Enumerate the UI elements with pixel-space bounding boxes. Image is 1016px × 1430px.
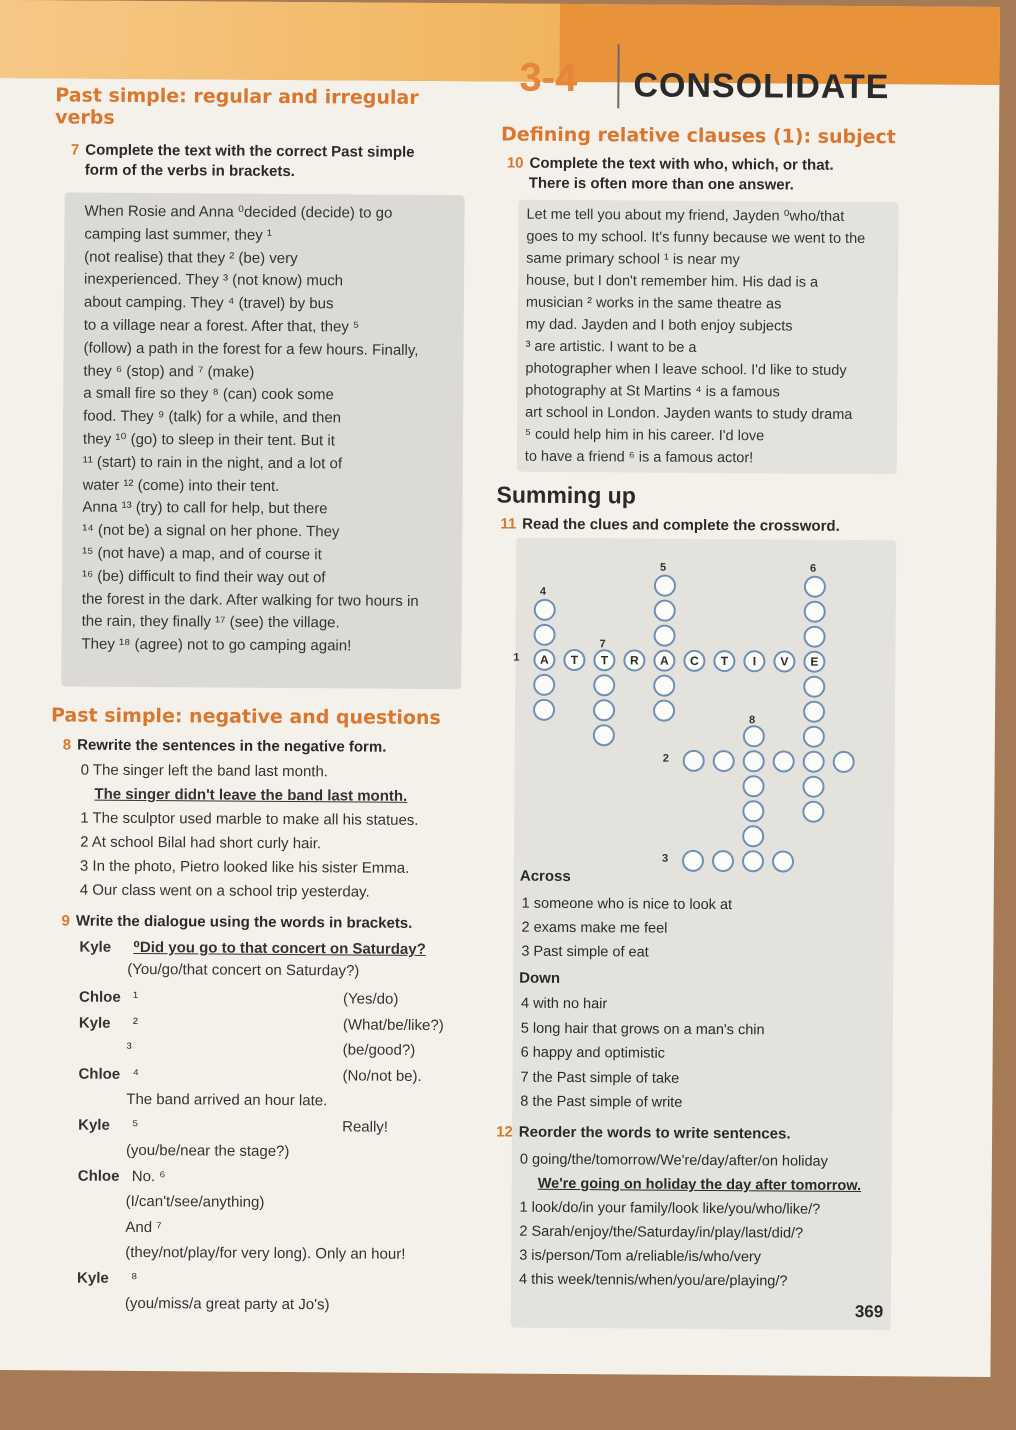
down-clue: 6 happy and optimistic	[520, 1044, 665, 1062]
exercise-7-line: camping last summer, they ¹	[84, 225, 273, 244]
dialogue-line[interactable]: ⁵	[132, 1116, 139, 1134]
dialogue-speaker: Kyle	[79, 938, 112, 956]
exercise-12-item: 0 going/the/tomorrow/We're/day/after/on holiday	[519, 1151, 828, 1170]
exercise-7-line: ¹⁵ (not have) a map, and of course it	[82, 544, 322, 564]
dialogue-row	[79, 1038, 479, 1065]
dialogue-row	[78, 1089, 478, 1116]
exercise-10-line: house, but I don't remember him. His dad is a	[525, 272, 819, 291]
dialogue-speaker: Kyle	[77, 1269, 109, 1287]
crossword-cell[interactable]	[653, 700, 675, 722]
dialogue-line[interactable]: (I/can't/see/anything)	[125, 1192, 265, 1211]
exercise-8-item: The singer didn't leave the band last month.	[94, 785, 408, 805]
crossword-cell-filled[interactable]: A	[653, 650, 675, 672]
exercise-12-number: 12	[496, 1123, 513, 1141]
exercise-7-line: a small fire so they ⁸ (can) cook some	[83, 384, 334, 404]
dialogue-line[interactable]: ²	[132, 1014, 138, 1032]
exercise-7-line: water ¹² (come) into their tent.	[82, 476, 280, 495]
exercise-12-instruction-text: Reorder the words to write sentences.	[518, 1123, 791, 1143]
crossword-cell[interactable]	[683, 750, 705, 772]
down-clue: 5 long hair that grows on a man's chin	[520, 1020, 765, 1038]
exercise-7-instruction-line2: form of the verbs in brackets.	[84, 161, 295, 181]
exercise-10-instruction-line2: There is often more than one answer.	[528, 174, 794, 194]
crossword-cell[interactable]	[803, 751, 825, 773]
exercise-10-text	[525, 204, 891, 471]
dialogue-row	[77, 1242, 477, 1269]
dialogue-line[interactable]: ⁴	[132, 1065, 140, 1083]
dialogue-prompt: (be/good?)	[342, 1041, 416, 1059]
crossword-cell-filled[interactable]: C	[683, 650, 705, 672]
dialogue-prompt: (You/go/that concert on Saturday?)	[127, 960, 360, 980]
exercise-7-line: about camping. They ⁴ (travel) by bus	[83, 293, 334, 313]
exercise-7-line: (not realise) that they ² (be) very	[84, 248, 298, 267]
dialogue-prompt: (What/be/like?)	[342, 1015, 444, 1034]
exercise-7-text	[81, 201, 456, 660]
dialogue-speaker: Chloe	[77, 1167, 120, 1185]
exercise-10-line: musician ² works in the same theatre as	[525, 294, 782, 313]
crossword-cell[interactable]	[803, 701, 825, 723]
section-title-negative-questions: Past simple: negative and questions	[50, 704, 441, 730]
unit-title: CONSOLIDATE	[633, 66, 890, 107]
exercise-10-line: Let me tell you about my friend, Jayden ⁰who/that	[526, 206, 845, 225]
page-number: 369	[854, 1302, 884, 1322]
exercise-12-item: 1 look/do/in your family/look like/you/who/like/?	[519, 1199, 821, 1218]
exercise-11-instruction-text: Read the clues and complete the crossword.	[522, 515, 840, 535]
crossword-cell[interactable]	[533, 674, 555, 696]
exercise-8-number: 8	[62, 736, 72, 754]
dialogue-row	[78, 1114, 478, 1141]
across-clue: 2 exams make me feel	[521, 919, 668, 937]
unit-number: 3-4	[519, 55, 578, 101]
exercise-10-instruction	[507, 154, 834, 196]
crossword-cell-filled[interactable]: A	[533, 649, 555, 671]
exercise-10-line: art school in London. Jayden wants to study drama	[525, 404, 853, 423]
exercise-7-line: Anna ¹³ (try) to call for help, but there	[82, 498, 328, 518]
exercise-7-line: the forest in the dark. After walking for two hours in	[81, 590, 419, 610]
dialogue-row	[78, 1140, 478, 1167]
dialogue-row	[77, 1293, 477, 1320]
dialogue-row	[78, 1191, 478, 1218]
crossword-cell[interactable]	[533, 699, 555, 721]
exercise-12-item: 3 is/person/Tom a/reliable/is/who/very	[519, 1247, 762, 1266]
crossword-cell[interactable]	[803, 676, 825, 698]
exercise-10-line: ⁵ could help him in his career. I'd love	[524, 426, 765, 445]
dialogue-row	[77, 1216, 477, 1243]
exercise-10-line: ³ are artistic. I want to be a	[525, 338, 697, 356]
exercise-12-item: 4 this week/tennis/when/you/are/playing/?	[519, 1271, 788, 1290]
dialogue-line[interactable]: ⁰Did you go to that concert on Saturday?	[133, 938, 426, 958]
exercise-7-instruction-line1: Complete the text with the correct Past simple	[85, 141, 415, 161]
crossword-cell[interactable]	[772, 850, 794, 872]
dialogue-row	[77, 1267, 477, 1294]
crossword-cell[interactable]	[653, 675, 675, 697]
across-clues	[521, 892, 881, 967]
crossword-cell-filled[interactable]: T	[563, 649, 585, 671]
crossword-cell[interactable]	[803, 626, 825, 648]
crossword-cell[interactable]	[682, 850, 704, 872]
exercise-7-instruction	[71, 140, 471, 183]
exercise-9-instruction-text: Write the dialogue using the words in brackets.	[75, 912, 413, 932]
down-clue: 8 the Past simple of write	[520, 1093, 683, 1111]
across-heading: Across	[519, 867, 571, 886]
section-title-past-simple	[55, 84, 455, 131]
down-clues	[520, 992, 881, 1117]
section-title-summing-up: Summing up	[496, 481, 636, 509]
crossword-cell[interactable]	[743, 725, 765, 747]
dialogue-row	[79, 1012, 479, 1039]
crossword-cell-filled[interactable]: R	[623, 649, 645, 671]
crossword-cell-filled[interactable]: V	[773, 650, 795, 672]
crossword-cell[interactable]	[773, 750, 795, 772]
exercise-7-line: to a village near a forest. After that, they ⁵	[83, 316, 360, 336]
down-heading: Down	[519, 969, 561, 987]
crossword-cell-filled[interactable]: T	[593, 649, 615, 671]
crossword-cell[interactable]	[802, 801, 824, 823]
section-title-line2: verbs	[55, 106, 115, 129]
exercise-9-number: 9	[61, 912, 70, 930]
exercise-10-line: to have a friend ⁶ is a famous actor!	[524, 448, 754, 467]
crossword-cell[interactable]	[534, 599, 556, 621]
dialogue-row	[78, 1165, 478, 1192]
down-clue: 7 the Past simple of take	[520, 1069, 680, 1087]
dialogue-row	[78, 1063, 478, 1090]
crossword-cell[interactable]	[742, 850, 764, 872]
exercise-7-line: inexperienced. They ³ (not know) much	[83, 270, 344, 290]
dialogue-line[interactable]: ³	[126, 1039, 132, 1057]
crossword-cell-filled[interactable]: E	[803, 651, 825, 673]
crossword-cell[interactable]	[534, 624, 556, 646]
dialogue-line[interactable]: (you/be/near the stage?)	[125, 1141, 290, 1161]
crossword-clue-number: 5	[660, 561, 667, 574]
dialogue-row	[79, 937, 479, 980]
crossword-cell[interactable]	[654, 575, 676, 597]
exercise-8-item: 2 At school Bilal had short curly hair.	[80, 833, 322, 853]
exercise-7-line: (follow) a path in the forest for a few hours. Finally,	[83, 339, 419, 359]
crossword-cell[interactable]	[712, 850, 734, 872]
dialogue-line[interactable]: And ⁷	[125, 1218, 162, 1236]
crossword-cell[interactable]	[804, 601, 826, 623]
exercise-8-item: 4 Our class went on a school trip yesterday.	[79, 881, 370, 901]
crossword-cell[interactable]	[654, 600, 676, 622]
exercise-12-instruction	[496, 1123, 791, 1142]
dialogue-speaker: Chloe	[78, 1065, 121, 1083]
crossword-clue-number: 2	[662, 752, 669, 765]
exercise-8-instruction-text: Rewrite the sentences in the negative form.	[77, 736, 387, 756]
crossword-cell[interactable]	[803, 726, 825, 748]
crossword-cell[interactable]	[833, 751, 855, 773]
exercise-10-line: my dad. Jayden and I both enjoy subjects	[525, 316, 793, 335]
dialogue-line[interactable]: ⁸	[131, 1269, 138, 1287]
dialogue-prompt: (Yes/do)	[342, 990, 399, 1008]
exercise-7-line: food. They ⁹ (talk) for a while, and then	[83, 407, 342, 427]
crossword-cell[interactable]	[743, 750, 765, 772]
exercise-8-item: 0 The singer left the band last month.	[80, 761, 329, 781]
dialogue-line[interactable]: The band arrived an hour late.	[126, 1090, 328, 1110]
exercise-10-number: 10	[506, 154, 524, 172]
section-title-line1: Past simple: regular and irregular	[55, 84, 419, 109]
exercise-8-items	[80, 759, 461, 906]
across-clue: 1 someone who is nice to look at	[521, 895, 733, 914]
exercise-7-line: When Rosie and Anna ⁰decided (decide) to go	[84, 202, 393, 222]
crossword-cell[interactable]	[713, 750, 735, 772]
exercise-7-number: 7	[70, 141, 80, 159]
dialogue-speaker: Kyle	[78, 1116, 110, 1134]
exercise-8-item: 1 The sculptor used marble to make all his statues.	[80, 809, 419, 829]
header-band-light	[0, 0, 560, 82]
exercise-10-line: photography at St Martins ⁴ is a famous	[525, 382, 780, 401]
dialogue-prompt: (No/not be).	[342, 1066, 422, 1085]
across-clue: 3 Past simple of eat	[521, 943, 649, 961]
section-title-relative-clauses: Defining relative clauses (1): subject	[500, 123, 896, 149]
unit-divider	[617, 44, 619, 108]
crossword-cell[interactable]	[654, 625, 676, 647]
exercise-9-dialogue	[77, 937, 479, 1314]
exercise-11-number: 11	[500, 515, 517, 533]
crossword-cell-filled[interactable]: T	[713, 650, 735, 672]
dialogue-line[interactable]: (they/not/play/for very long). Only an hour!	[125, 1243, 406, 1263]
dialogue-prompt: Really!	[342, 1117, 389, 1136]
exercise-10-line: goes to my school. It's funny because we went to the	[526, 228, 866, 248]
crossword-cell-filled[interactable]: I	[743, 650, 765, 672]
exercise-12-item: 2 Sarah/enjoy/the/Saturday/in/play/last/did/?	[519, 1223, 804, 1242]
exercise-12-items	[519, 1148, 890, 1295]
exercise-10-line: same primary school ¹ is near my	[526, 250, 740, 269]
crossword-cell[interactable]	[802, 776, 824, 798]
crossword-clue-number: 1	[513, 651, 520, 664]
exercise-12-item: We're going on holiday the day after tomorrow.	[537, 1175, 862, 1195]
crossword-clue-number: 4	[539, 585, 547, 598]
dialogue-speaker: Kyle	[78, 1014, 111, 1032]
crossword-cell[interactable]	[742, 800, 764, 822]
exercise-9-instruction	[62, 912, 413, 931]
exercise-7-line: they ¹⁰ (go) to sleep in their tent. But it	[82, 430, 335, 450]
dialogue-speaker: Chloe	[78, 988, 121, 1006]
crossword-cell[interactable]	[593, 674, 615, 696]
exercise-8-item: 3 In the photo, Pietro looked like his sister Emma.	[79, 857, 410, 877]
crossword-clue-number: 3	[661, 852, 669, 865]
crossword-clue-number: 8	[748, 714, 756, 727]
exercise-7-line: They ¹⁸ (agree) not to go camping again!	[81, 635, 352, 655]
exercise-7-line: ¹⁴ (not be) a signal on her phone. They	[82, 521, 340, 541]
crossword-cell[interactable]	[742, 825, 764, 847]
exercise-11-instruction	[500, 516, 840, 535]
crossword-cell[interactable]	[593, 699, 615, 721]
exercise-10-instruction-line1: Complete the text with who, which, or that.	[529, 154, 834, 174]
exercise-10-line: photographer when I leave school. I'd like to study	[525, 360, 847, 379]
crossword-cell[interactable]	[742, 775, 764, 797]
crossword-clue-number: 6	[810, 562, 817, 575]
dialogue-line[interactable]: No. ⁶	[131, 1167, 166, 1185]
exercise-7-line: they ⁶ (stop) and ⁷ (make)	[83, 362, 255, 381]
crossword-cell[interactable]	[593, 724, 615, 746]
dialogue-row	[79, 987, 479, 1014]
crossword-cell[interactable]	[804, 576, 826, 598]
exercise-7-line: ¹⁶ (be) difficult to find their way out of	[81, 567, 326, 587]
crossword-clue-number: 7	[599, 638, 606, 651]
dialogue-line[interactable]: ¹	[132, 988, 139, 1006]
exercise-8-instruction	[63, 736, 387, 755]
exercise-7-line: the rain, they finally ¹⁷ (see) the village.	[81, 612, 340, 632]
exercise-7-line: ¹¹ (start) to rain in the night, and a lot of	[82, 453, 343, 473]
dialogue-line[interactable]: (you/miss/a great party at Jo's)	[124, 1294, 330, 1314]
down-clue: 4 with no hair	[520, 995, 608, 1013]
